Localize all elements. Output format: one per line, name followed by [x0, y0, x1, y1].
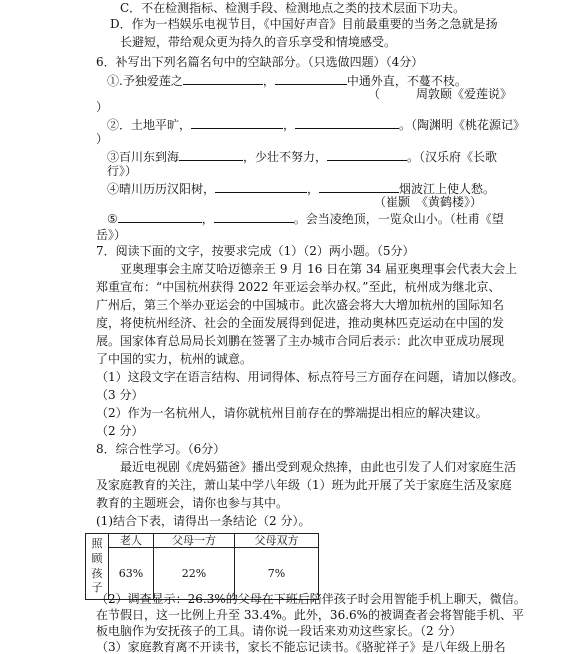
q7-subquestion-1-score: （3 分）	[96, 388, 144, 402]
q6-title: 6．补写出下列名篇名句中的空缺部分。（只选做四题）（4分）	[96, 55, 424, 69]
q6-item4-source: （崔颢 《黄鹤楼》）	[374, 195, 483, 209]
q6-item1: ①.予独爱莲之 ， 中通外直，不蔓不枝。	[107, 74, 467, 88]
q6-item2-close: ）	[96, 132, 109, 146]
q7-subquestion-1: （1）这段文字在语言结构、用词得体、标点符号三方面存在问题，请加以修改。	[96, 370, 524, 384]
q8-title: 8．综合性学习。（6分）	[96, 442, 226, 456]
q8-subquestion-2-cont: 在节假日，这一比例上升至 33.4%。此外，36.6%的被调查者会将智能手机、平	[96, 608, 525, 622]
q8-passage-line: 最近电视剧《虎妈猫爸》播出受到观众热捧，由此也引发了人们对家庭生活	[120, 460, 517, 474]
table-cell: 22%	[154, 548, 235, 600]
q6-item5-cont: 岳》）	[96, 228, 127, 242]
q6-item3-cont: 行》）	[107, 164, 138, 178]
q7-passage-line: 亚奥理事会主席艾哈迈德亲王 9 月 16 日在第 34 届亚奥理事会代表大会上	[120, 262, 518, 276]
q6-item1-source: （ 周敦颐《爱莲说》	[368, 87, 513, 101]
q8-subquestion-2-cont: 板电脑作为安抚孩子的工具。请你说一段话来劝劝这些家长。（2 分）	[96, 624, 462, 638]
q6-item5: ⑤ ， 。会当凌绝顶，一览众山小。（杜甫《望	[107, 212, 504, 226]
q7-title: 7．阅读下面的文字，按要求完成（1）（2）两小题。（5分）	[96, 244, 415, 258]
q7-passage-line: 展。国家体育总局局长刘鹏在签署了主办城市合同后表示：此次申亚成功展现	[96, 334, 505, 348]
q6-item4: ④晴川历历汉阳树， ， 烟波江上使人愁。	[107, 182, 496, 196]
q8-passage-line: 及家庭教育的关注，萧山某中学八年级（1）班为此开展了关于家庭生活及家庭	[96, 478, 512, 492]
q7-passage-line: 了中国的实力，杭州的诚意。	[96, 352, 253, 366]
q8-subquestion-2: （2）调查显示：26.3%的父母在下班后陪伴孩子时会用智能手机上聊天，微信。	[96, 592, 526, 606]
q6-item2: ②．土地平旷， ， 。（陶渊明《桃花源记》	[107, 118, 526, 132]
table-row-header: 照 顾 孩 子	[86, 534, 109, 600]
q7-passage-line: 度，将使杭州经济、社会的全面发展得到促进，推动奥林匹克运动在中国的发	[96, 316, 505, 330]
table-header-cell: 父母双方	[235, 534, 319, 548]
table-header-cell: 父母一方	[154, 534, 235, 548]
table-cell: 7%	[235, 548, 319, 600]
care-survey-table	[85, 533, 319, 600]
q6-item3: ③百川东到海 ，少壮不努力， 。（汉乐府《长歌	[107, 150, 498, 164]
q7-passage-line: 广州后，第三个举办亚运会的中国城市。此次盛会将大大增加杭州的国际知名	[96, 298, 505, 312]
option-c-text: C．不在检测指标、检测手段、检测地点之类的技术层面下功夫。	[120, 1, 466, 15]
q7-subquestion-2: （2）作为一名杭州人，请你就杭州目前存在的弊端提出相应的解决建议。	[96, 406, 488, 420]
q7-passage-line: 郑重宣布：“中国杭州获得 2022 年亚运会举办权。”至此，杭州成为继北京、	[96, 280, 501, 294]
q8-passage-line: 教育的主题班会，请你也参与其中。	[96, 496, 289, 510]
option-d-text-cont: 长避短，带给观众更为持久的音乐享受和情境感受。	[120, 35, 397, 49]
q8-subquestion-1: (1)结合下表，请得出一条结论（2 分）。	[96, 514, 311, 528]
table-cell: 63%	[109, 548, 154, 600]
table-header-cell: 老人	[109, 534, 154, 548]
q8-subquestion-3: （3）家庭教育离不开读书，家长不能忘记读书。《骆驼祥子》是八年级上册名	[96, 640, 506, 654]
q6-item1-close: ）	[96, 100, 109, 114]
q7-subquestion-2-score: （2 分）	[96, 424, 144, 438]
option-d-text: D．作为一档娱乐电视节目，《中国好声音》目前最重要的当务之急就是扬	[110, 17, 498, 31]
